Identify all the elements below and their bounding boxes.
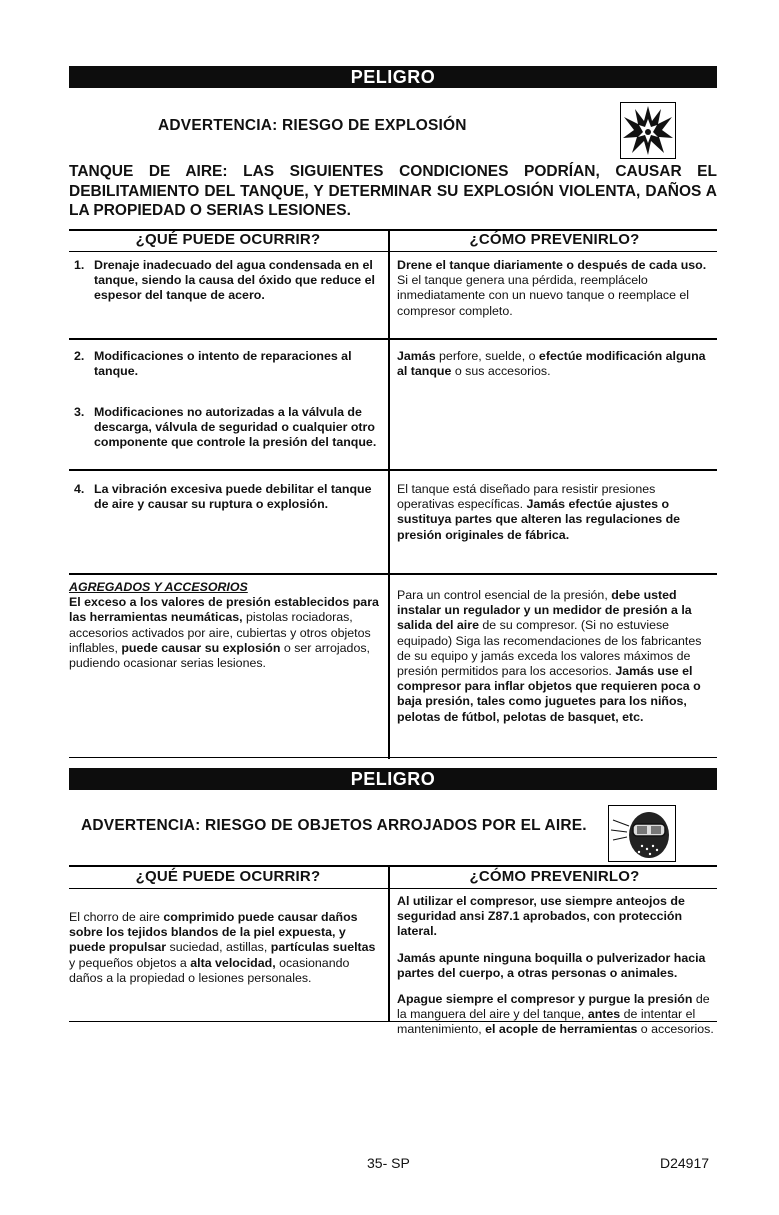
prevention-text: de su compresor. (Si no estuviese equipado) Siga las recomendaciones de los fabricantes de su equipo y jamás exceda los valores máximos de presión permitidos para los accesorios. <box>397 618 702 679</box>
hazard-bold: comprimido puede causar daños sobre los tejidos blandos de la piel expuesta, y puede propulsar <box>69 910 358 955</box>
hazard-text: pistolas rociadoras, accesorios activados por aire, cubiertas y otros objetos inflables, <box>69 610 371 655</box>
prevention-bold: Drene el tanque diariamente o después de cada uso. <box>397 258 707 272</box>
page-number: 35- SP <box>367 1155 410 1171</box>
warning-title: ADVERTENCIA: RIESGO DE EXPLOSIÓN <box>158 117 467 134</box>
accessories-title: AGREGADOS Y ACCESORIOS <box>69 580 248 594</box>
hazard-item-3 <box>72 405 380 451</box>
warning-title-2: ADVERTENCIA: RIESGO DE OBJETOS ARROJADOS POR EL AIRE. <box>81 817 587 834</box>
row-rule <box>69 338 717 340</box>
hazard-bold: El exceso a los valores de presión establecidos para las herramientas neumáticas, <box>69 595 379 625</box>
table-bottom-rule <box>69 757 717 758</box>
prevention-bold: antes <box>587 1007 621 1022</box>
prevention-bold: efectúe modificación alguna al tanque <box>397 349 706 379</box>
prevention-text: de intentar el mantenimiento, <box>397 1007 696 1037</box>
col-what-can-happen-2: ¿QUÉ PUEDE OCURRIR? <box>135 868 321 885</box>
item-number: 2. <box>74 349 85 363</box>
item-text: Drenaje inadecuado del agua condensada en el tanque, siendo la causa del óxido que reduce el espesor del tanque de acero. <box>94 258 375 303</box>
airborne-prevention <box>397 894 717 1038</box>
danger-banner: PELIGRO <box>69 66 717 88</box>
accessories-prevention <box>397 588 715 725</box>
header-rule <box>69 251 717 252</box>
table-top-rule-2 <box>69 865 717 867</box>
prevention-bold: Jamás use el compresor para inflar objetos que requieren poca o baja presión, tales como juguetes para los niños, pelotas de fútbol, pelotas de basquet, etc. <box>397 664 701 724</box>
accessories-hazard <box>69 580 383 671</box>
hazard-text: El chorro de aire <box>69 910 164 924</box>
prevention-bold: Jamás efectúe ajustes o sustituya partes que alteren las regulaciones de presión originales de fábrica. <box>397 497 681 542</box>
prevention-4 <box>397 482 715 543</box>
header-rule-2 <box>69 888 717 889</box>
hazard-text: y pequeños objetos a <box>69 955 191 970</box>
prevention-text: perfore, suelde, o <box>435 349 539 363</box>
hazard-bold: puede causar su explosión <box>121 640 281 655</box>
hazard-item-1 <box>72 258 380 304</box>
safety-goggles-icon <box>608 805 676 862</box>
airborne-hazard <box>69 910 383 986</box>
column-divider <box>388 229 390 759</box>
prevention-text: Para un control esencial de la presión, <box>397 588 612 602</box>
item-number: 1. <box>74 258 85 272</box>
col-what-can-happen: ¿QUÉ PUEDE OCURRIR? <box>135 231 321 248</box>
hazard-bold: alta velocidad, <box>190 955 276 970</box>
hazard-text: o ser arrojados, pudiendo ocasionar serias lesiones. <box>69 640 370 671</box>
prevention-text: El tanque está diseñado para resistir presiones operativas específicas. <box>397 482 656 512</box>
item-text: La vibración excesiva puede debilitar el tanque de aire y causar su ruptura o explosión. <box>94 482 372 512</box>
prevention-text: de la manguera del aire y del tanque, <box>397 992 710 1022</box>
prevention-bold: Al utilizar el compresor, use siempre anteojos de seguridad ansi Z87.1 aprobados, con protección lateral. <box>397 894 685 939</box>
prevention-text: o accesorios. <box>637 1022 714 1037</box>
prevention-bold: Jamás <box>397 349 436 363</box>
col-how-to-prevent-2: ¿CÓMO PREVENIRLO? <box>469 868 640 885</box>
row-rule <box>69 573 717 575</box>
col-how-to-prevent: ¿CÓMO PREVENIRLO? <box>469 231 640 248</box>
document-code: D24917 <box>660 1155 710 1171</box>
item-text: Modificaciones o intento de reparaciones al tanque. <box>94 349 352 379</box>
prevention-bold: debe usted instalar un regulador y un medidor de presión a la salida del aire <box>397 588 692 633</box>
item-number: 3. <box>74 405 85 419</box>
hazard-item-2 <box>72 349 380 379</box>
row-rule <box>69 469 717 471</box>
prevention-text: o sus accesorios. <box>451 364 551 379</box>
prevention-bold: Jamás apunte ninguna boquilla o pulverizador hacia partes del cuerpo, a otras personas o animales. <box>397 950 706 980</box>
prevention-bold: el acople de herramientas <box>485 1022 638 1037</box>
tank-warning-lead: TANQUE DE AIRE: LAS SIGUIENTES CONDICIONES PODRÍAN, CAUSAR EL DEBILITAMIENTO DEL TANQUE, Y DETERMINAR SU EXPLOSIÓN VIOLENTA, DAÑOS A LA PROPIEDAD O SERIAS LESIONES. <box>69 163 717 219</box>
item-text: Modificaciones no autorizadas a la válvula de descarga, válvula de seguridad o cualquier otro componente que controle la presión del tanque. <box>94 405 377 450</box>
hazard-bold: partículas sueltas <box>270 940 376 955</box>
hazard-text: ocasionando daños a la propiedad o lesiones personales. <box>69 955 350 985</box>
item-number: 4. <box>74 482 85 496</box>
hazard-text: suciedad, astillas, <box>166 940 271 955</box>
prevention-text: Si el tanque genera una pérdida, reemplácelo inmediatamente con un nuevo tanque o reemplace el compresor completo. <box>397 273 690 318</box>
prevention-1 <box>397 258 715 319</box>
table-bottom-rule-2 <box>69 1021 717 1022</box>
danger-banner-2: PELIGRO <box>69 768 717 790</box>
explosion-icon <box>620 102 676 159</box>
column-divider-2 <box>388 865 390 1022</box>
hazard-item-4 <box>72 482 380 512</box>
prevention-bold: Apague siempre el compresor y purgue la presión <box>397 992 693 1007</box>
prevention-2 <box>397 349 715 379</box>
